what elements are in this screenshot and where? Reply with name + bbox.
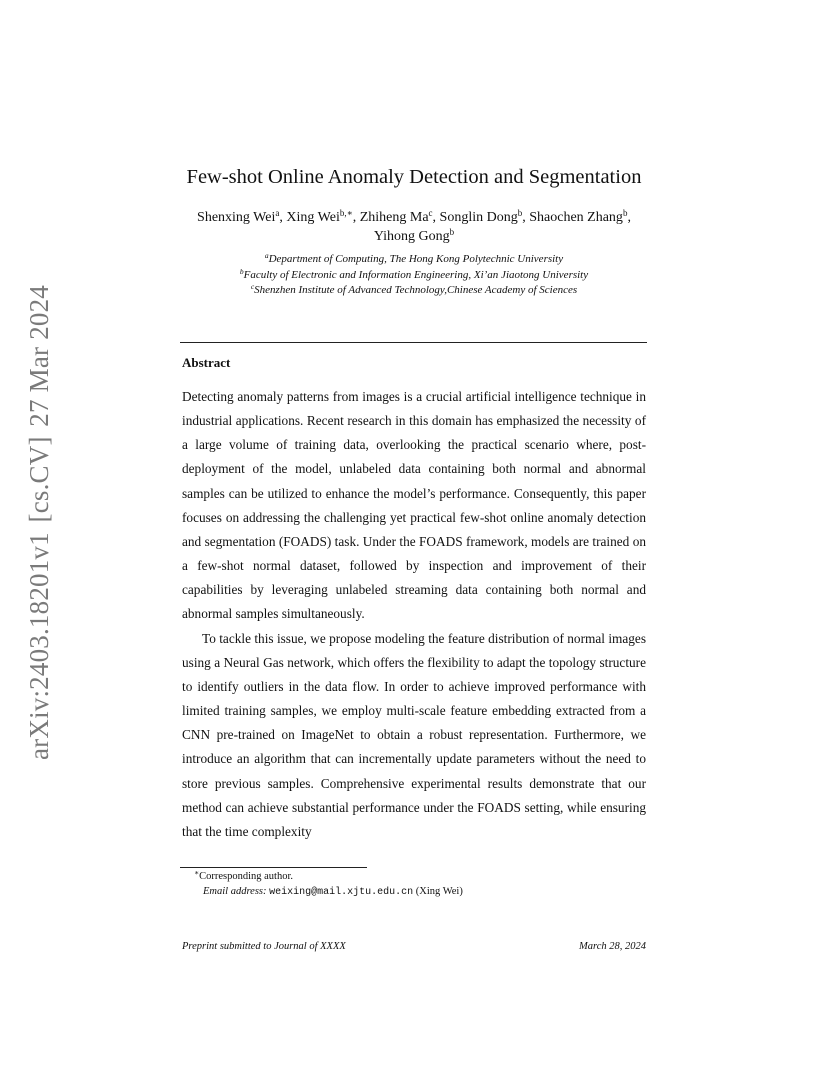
author-list [175, 208, 653, 246]
abstract-body [182, 385, 646, 844]
author: Shenxing Wei$^a$, [197, 208, 287, 225]
arxiv-date: 27 Mar 2024 [24, 285, 54, 427]
preprint-note: Preprint submitted to Journal of XXXX [182, 941, 346, 952]
preprint-date: March 28, 2024 [579, 941, 646, 952]
footnote-divider [180, 867, 367, 868]
author: Yihong Gong$^b$ [373, 227, 455, 244]
footnote-corresponding: ∗Corresponding author. [194, 868, 294, 882]
abstract-heading: Abstract [182, 355, 231, 370]
abstract-paragraph: Detecting anomaly patterns from images is a crucial artificial intelligence technique in industrial applications. Recent research in this domain has emphasized the necessity of a large volume of training data, overlooking the practical scenario where, post-deployment of the model, unlabeled data containing both normal and abnormal samples can be utilized to enhance the model’s performance. Consequently, this paper focuses on addressing the challenging yet practical few-shot online anomaly detection and segmentation (FOADS) task. Under the FOADS framework, models are trained on a few-shot normal dataset, followed by inspection and improvement of their capabilities by leveraging unlabeled streaming data containing both normal and abnormal samples simultaneously. [182, 389, 646, 622]
affiliation: $^c$Shenzhen Institute of Advanced Technology,Chinese Academy of Sciences [250, 282, 578, 296]
arxiv-category[interactable]: [cs.CV] [24, 436, 54, 523]
affiliation: $^a$Department of Computing, The Hong Kong Polytechnic University [264, 251, 564, 265]
arxiv-id[interactable]: arXiv:2403.18201v1 [24, 532, 54, 760]
email-link[interactable]: weixing@mail.xjtu.edu.cn [269, 886, 414, 898]
affiliation-list [150, 252, 678, 299]
author: Songlin Dong$^b$, [439, 208, 530, 225]
abstract-divider [180, 342, 647, 343]
footnote [194, 870, 463, 900]
paper-title: Few-shot Online Anomaly Detection and Segmentation [186, 166, 642, 188]
arxiv-stamp [24, 285, 54, 760]
footnote-email: Email address: weixing@mail.xjtu.edu.cn (Xing Wei) [203, 885, 463, 898]
abstract-paragraph: To tackle this issue, we propose modeling the feature distribution of normal images using a Neural Gas network, which offers the flexibility to adapt the topology structure to identify outliers in the data flow. In order to achieve improved performance with limited training samples, we employ multi-scale feature embedding extracted from a CNN pre-trained on ImageNet to obtain a robust representation. Furthermore, we introduce an algorithm that can incrementally update parameters without the need to store previous samples. Comprehensive experimental results demonstrate that our method can achieve substantial performance under the FOADS setting, while ensuring that the time complexity [182, 630, 646, 839]
author: Xing Wei$^{b,∗}$, [286, 208, 360, 225]
author: Zhiheng Ma$^c$, [359, 208, 440, 225]
affiliation: $^b$Faculty of Electronic and Information Engineering, Xi’an Jiaotong University [239, 266, 589, 281]
author: Shaochen Zhang$^b$, [529, 208, 631, 225]
